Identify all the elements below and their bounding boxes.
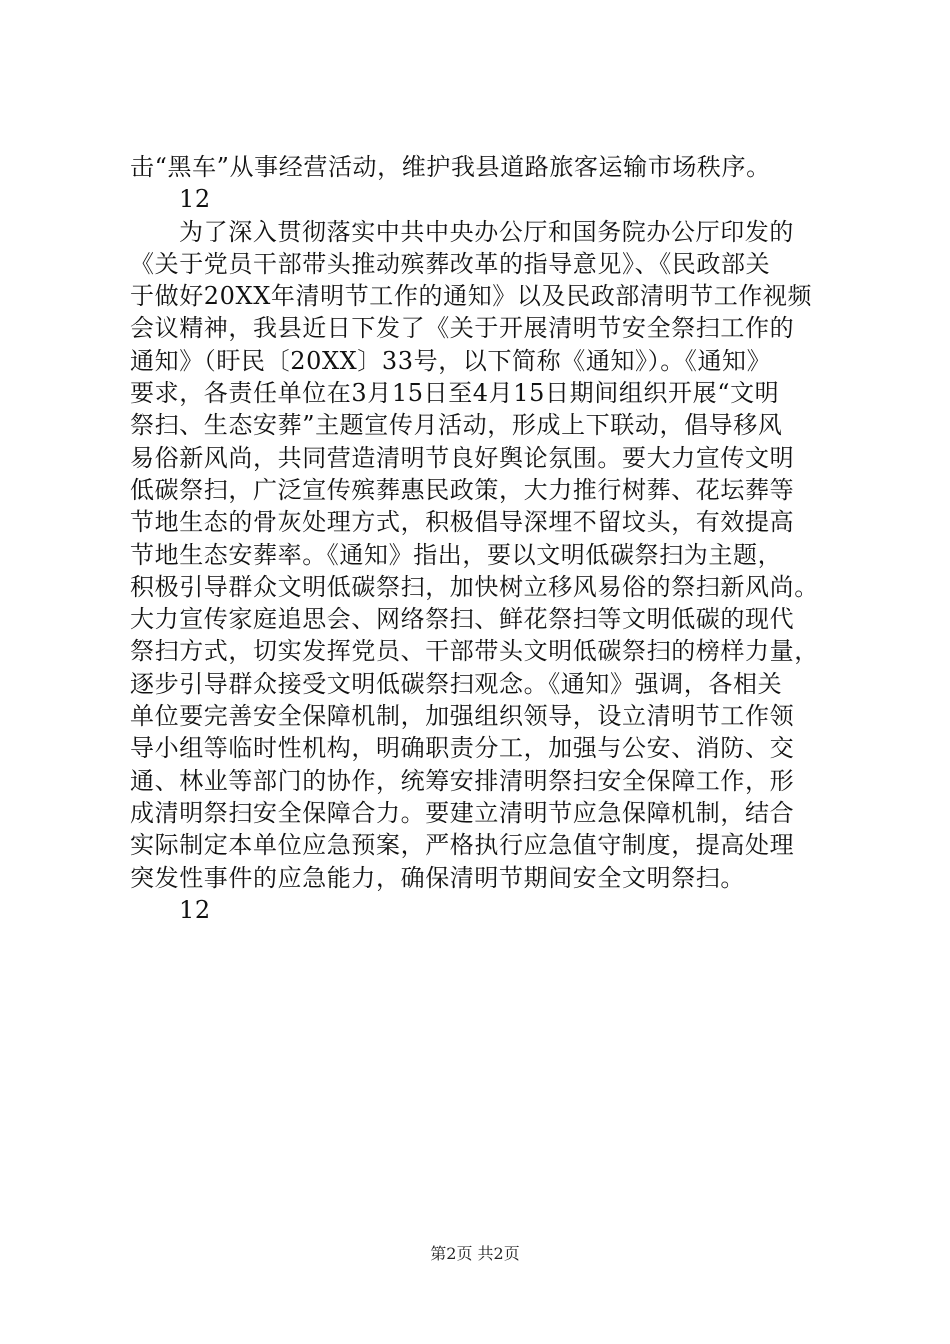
text-line: 《关于党员干部带头推动殡葬改革的指导意见》、《民政部关 bbox=[130, 249, 771, 278]
section-number: 12 bbox=[179, 895, 211, 924]
text-line: 低碳祭扫，广泛宣传殡葬惠民政策，大力推行树葬、花坛葬等 bbox=[130, 475, 795, 504]
text-line: 节地生态的骨灰处理方式，积极倡导深埋不留坟头，有效提高 bbox=[130, 508, 795, 537]
text-line: 单位要完善安全保障机制，加强组织领导，设立清明节工作领 bbox=[130, 702, 795, 731]
text-line: 成清明祭扫安全保障合力。要建立清明节应急保障机制，结合 bbox=[130, 798, 795, 827]
text-line: 于做好20XX年清明节工作的通知》以及民政部清明节工作视频 bbox=[130, 282, 813, 311]
page-footer bbox=[0, 1244, 950, 1264]
body-text bbox=[130, 151, 842, 926]
text-line: 击“黑车”从事经营活动，维护我县道路旅客运输市场秩序。 bbox=[130, 153, 771, 181]
text-line: 祭扫方式，切实发挥党员、干部带头文明低碳祭扫的榜样力量， bbox=[130, 637, 819, 666]
text-line: 突发性事件的应急能力，确保清明节期间安全文明祭扫。 bbox=[130, 863, 745, 892]
text-line: 逐步引导群众接受文明低碳祭扫观念。《通知》强调，各相关 bbox=[130, 669, 783, 698]
text-line: 会议精神，我县近日下发了《关于开展清明节安全祭扫工作的 bbox=[130, 314, 795, 343]
text-line: 导小组等临时性机构，明确职责分工，加强与公安、消防、交 bbox=[130, 734, 795, 763]
text-line: 积极引导群众文明低碳祭扫，加快树立移风易俗的祭扫新风尚。 bbox=[130, 572, 819, 601]
text-line: 通、林业等部门的协作，统筹安排清明祭扫安全保障工作，形 bbox=[130, 766, 795, 795]
paragraph-first-line: 为了深入贯彻落实中共中央办公厅和国务院办公厅印发的 bbox=[179, 217, 794, 246]
text-line: 实际制定本单位应急预案，严格执行应急值守制度，提高处理 bbox=[130, 831, 795, 860]
section-number: 12 bbox=[179, 185, 211, 214]
text-line: 节地生态安葬率。《通知》指出，要以文明低碳祭扫为主题， bbox=[130, 540, 783, 569]
text-line: 易俗新风尚，共同营造清明节良好舆论氛围。要大力宣传文明 bbox=[130, 443, 795, 472]
text-line: 大力宣传家庭追思会、网络祭扫、鲜花祭扫等文明低碳的现代 bbox=[130, 605, 795, 634]
text-line: 要求，各责任单位在3月15日至4月15日期间组织开展“文明 bbox=[130, 379, 780, 408]
text-line: 通知》（盱民〔20XX〕33号，以下简称《通知》）。《通知》 bbox=[130, 346, 772, 375]
text-line: 祭扫、生态安葬”主题宣传月活动，形成上下联动，倡导移风 bbox=[130, 411, 783, 440]
page-number-label: 第2页 共2页 bbox=[430, 1244, 520, 1263]
